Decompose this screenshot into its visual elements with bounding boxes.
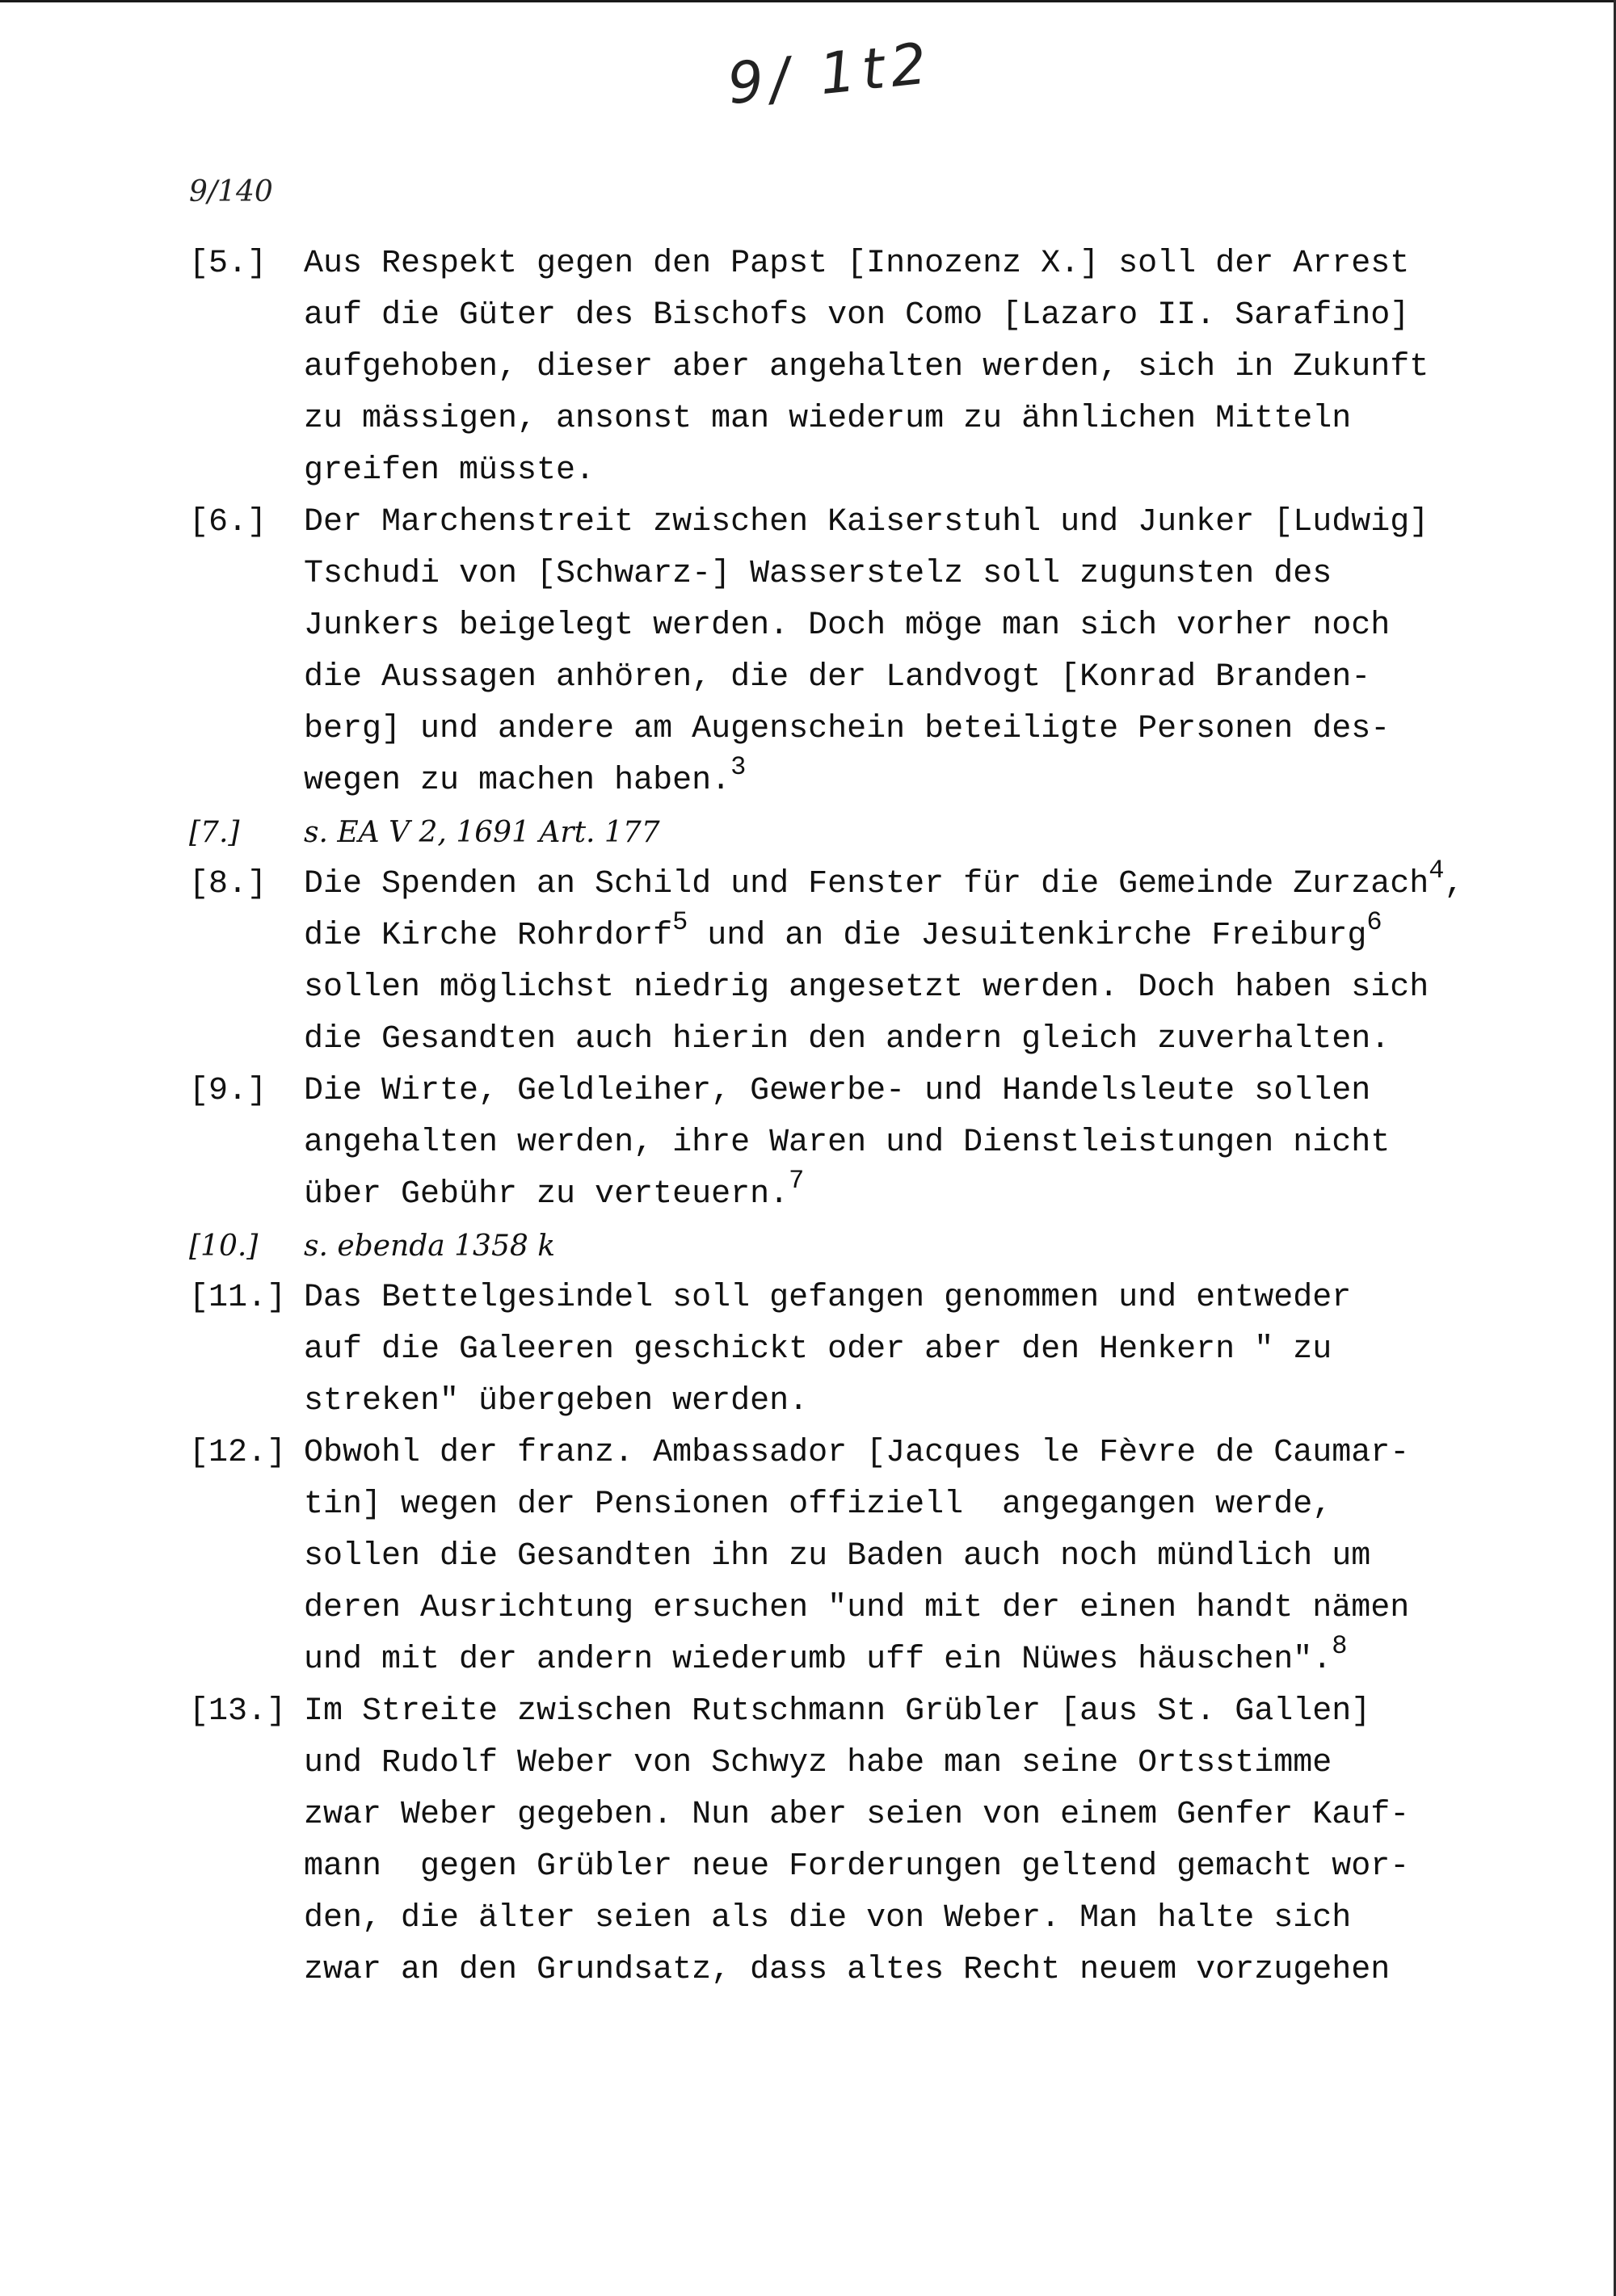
text-line: zwar Weber gegeben. Nun aber seien von einem Genfer Kauf- [304, 1797, 1410, 1833]
entry-text [304, 1428, 1450, 1686]
text-segment: wegen zu machen haben. [304, 763, 731, 799]
footnote-marker: 8 [1332, 1631, 1348, 1661]
scan-border-top [0, 0, 1616, 2]
entry-12 [189, 1428, 1450, 1686]
footnote-marker: 3 [730, 752, 747, 782]
entry-number: [7.] [189, 816, 240, 849]
text-segment: die Kirche Rohrdorf [304, 918, 673, 954]
entry-text [304, 1272, 1450, 1428]
entry-text [304, 497, 1450, 807]
entry-text [304, 238, 1450, 497]
entry-13 [189, 1686, 1450, 1996]
text-segment: , [1444, 866, 1464, 902]
entry-text [304, 856, 1464, 1066]
entry-number: [11.] [189, 1280, 287, 1316]
text-line [304, 1166, 1450, 1221]
text-line: die Gesandten auch hierin den andern gleich zuverhalten. [304, 1021, 1391, 1058]
text-line: greifen müsste. [304, 452, 595, 489]
handwritten-folio-mark: 9/ 1t2 [724, 29, 936, 118]
entry-number: [5.] [189, 246, 267, 282]
text-line: auf die Galeeren geschickt oder aber den Henkern " zu [304, 1331, 1332, 1368]
text-segment: über Gebühr zu verteuern. [304, 1176, 789, 1213]
entry-number: [12.] [189, 1435, 287, 1471]
text-line [304, 1631, 1450, 1686]
text-line: sollen möglichst niedrig angesetzt werden. Doch haben sich [304, 969, 1429, 1006]
entry-6 [189, 497, 1450, 807]
text-line: Das Bettelgesindel soll gefangen genommen und entweder [304, 1280, 1352, 1316]
entry-text [304, 1066, 1450, 1221]
text-line: Die Wirte, Geldleiher, Gewerbe- und Handelsleute sollen [304, 1073, 1371, 1109]
entry-number: [10.] [189, 1230, 259, 1263]
entry-text [304, 1686, 1450, 1996]
document-body [189, 238, 1464, 1996]
text-line: den, die älter seien als die von Weber. Man halte sich [304, 1900, 1352, 1936]
text-line: sollen die Gesandten ihn zu Baden auch noch mündlich um [304, 1538, 1371, 1575]
text-line: tin] wegen der Pensionen offiziell angegangen werde, [304, 1487, 1332, 1523]
text-segment: Die Spenden an Schild und Fenster für die Gemeinde Zurzach [304, 866, 1429, 902]
entry-11 [189, 1272, 1450, 1428]
text-line: streken" übergeben werden. [304, 1383, 809, 1419]
text-line: zwar an den Grundsatz, dass altes Recht neuem vorzugehen [304, 1952, 1391, 1988]
text-line: auf die Güter des Bischofs von Como [Lazaro II. Sarafino] [304, 297, 1410, 334]
text-line: Aus Respekt gegen den Papst [Innozenz X.] soll der Arrest [304, 246, 1410, 282]
text-line: zu mässigen, ansonst man wiederum zu ähnlichen Mitteln [304, 401, 1352, 437]
text-segment: und mit der andern wiederumb uff ein Nüwes häuschen". [304, 1642, 1332, 1678]
entry-reference [304, 1221, 1450, 1272]
footnote-marker: 4 [1429, 856, 1445, 885]
footnote-marker: 7 [789, 1166, 805, 1196]
entry-number: [13.] [189, 1693, 287, 1730]
reference-text: s. ebenda 1358 k [304, 1230, 556, 1263]
entry-number: [9.] [189, 1073, 267, 1109]
entry-number: [6.] [189, 504, 267, 540]
text-line [304, 752, 1450, 807]
text-line: berg] und andere am Augenschein beteiligte Personen des- [304, 711, 1391, 747]
text-segment: und an die Jesuitenkirche Freiburg [688, 918, 1367, 954]
text-line: und Rudolf Weber von Schwyz habe man seine Ortsstimme [304, 1745, 1332, 1781]
text-line [304, 856, 1464, 910]
entry-8 [189, 856, 1464, 1066]
text-line: die Aussagen anhören, die der Landvogt [Konrad Branden- [304, 659, 1371, 696]
text-line: Junkers beigelegt werden. Doch möge man sich vorher noch [304, 608, 1391, 644]
reference-text: s. EA V 2, 1691 Art. 177 [304, 816, 660, 849]
entry-9 [189, 1066, 1450, 1221]
text-line: angehalten werden, ihre Waren und Dienstleistungen nicht [304, 1125, 1391, 1161]
entry-number: [8.] [189, 866, 267, 902]
entry-reference [304, 807, 1450, 859]
page-number: 9/140 [189, 175, 273, 208]
entry-7 [189, 807, 1450, 859]
text-line: Der Marchenstreit zwischen Kaiserstuhl und Junker [Ludwig] [304, 504, 1429, 540]
text-line: Tschudi von [Schwarz-] Wasserstelz soll zugunsten des [304, 556, 1332, 592]
text-line: mann gegen Grübler neue Forderungen geltend gemacht wor- [304, 1848, 1410, 1885]
text-line: Obwohl der franz. Ambassador [Jacques le Fèvre de Caumar- [304, 1435, 1410, 1471]
entry-10 [189, 1221, 1450, 1272]
entry-5 [189, 238, 1450, 497]
footnote-marker: 6 [1366, 907, 1382, 937]
text-line: deren Ausrichtung ersuchen "und mit der einen handt nämen [304, 1590, 1410, 1626]
text-line [304, 907, 1451, 962]
text-line: aufgehoben, dieser aber angehalten werden, sich in Zukunft [304, 349, 1429, 385]
footnote-marker: 5 [672, 907, 688, 937]
text-line: Im Streite zwischen Rutschmann Grübler [aus St. Gallen] [304, 1693, 1371, 1730]
